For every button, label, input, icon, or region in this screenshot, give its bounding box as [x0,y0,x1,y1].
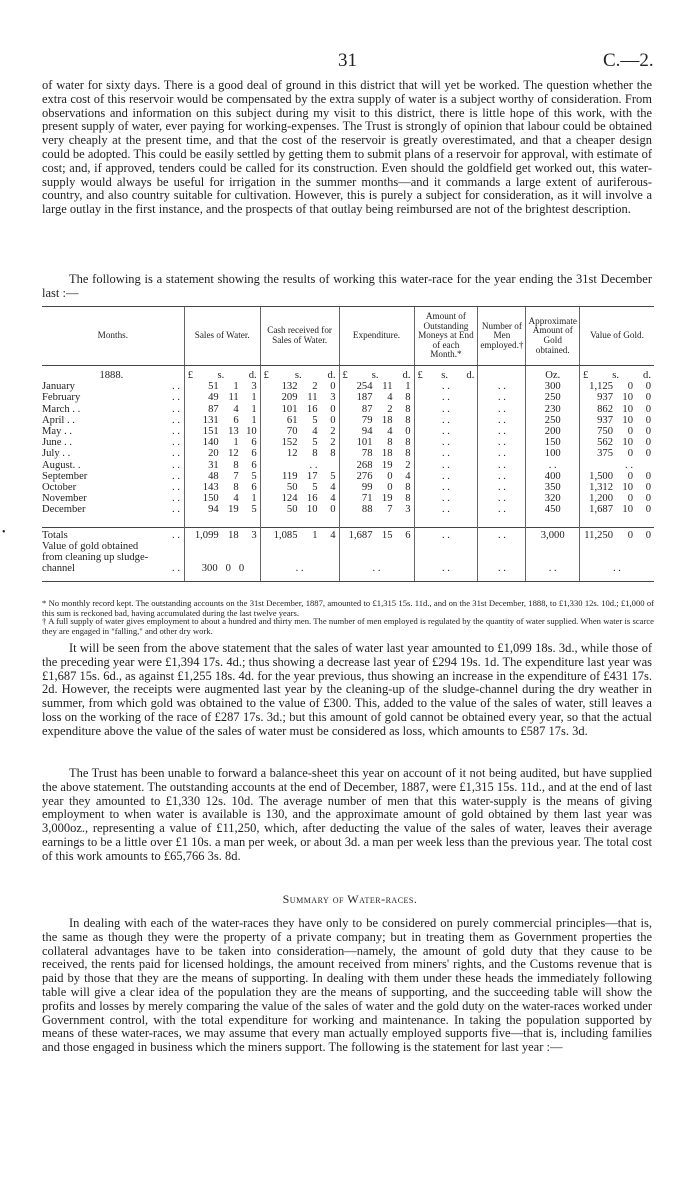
outstanding-value: . . [441,381,450,393]
amount-shillings: 6 [233,414,239,426]
amount-shillings: 5 [312,437,318,449]
leader-dots: . . [172,381,180,393]
amount-pence: 6 [251,448,257,460]
amount-pounds: 71 [361,493,373,505]
header-sales: Sales of Water. [184,307,260,366]
table-row [42,437,654,448]
table-header-row [42,307,654,366]
footnote-outstanding: * No monthly record kept. The outstanding accounts on the 31st December, 1887, amounted to £1,315 15s. 11d., and on the 31st December, 1888, to £1,330 12s. 10d.; £1,000 of this sum is reckoned bad, having accumulated during the last twelve years. [42,598,654,618]
paragraph-sales-analysis: It will be seen from the above statement that the sales of water last year amounted to £1,099 18s. 3d., while those of the preceding year were £1,394 17s. 4d.; thus showing a decrease last year of £294 19s. 1d. The expenditure last year was £1,687 15s. 6d., as against £1,255 18s. 4d. for the year previous, thus showing an increase in the expenditure of £431 17s. 2d. However, the receipts were augmented last year by the cleaning-up of the sludge-channel during the dry weather in summer, from which gold was obtained to the value of £300. This, added to the value of the sales of water, still leaves a loss on the working of the race of £287 17s. 3d.; but this amount of gold cannot be obtained every year, so that the actual expenditure above the value of the sales of water must be considered as loss, which amounts to £587 17s. 3d. [42,641,652,738]
amount-shillings: 7 [233,470,239,482]
margin-mark: • [2,527,6,538]
amount-pounds: 132 [281,381,298,393]
amount-pounds: 70 [286,425,298,437]
amount-shillings: 0 [627,425,633,437]
amount-pence: 8 [405,448,411,460]
amount-shillings: 10 [622,437,633,449]
unit-pence: d. [248,369,257,381]
amount-pounds: 1,200 [589,493,613,505]
amount-pence: 0 [645,437,651,449]
amount-shillings: 5 [312,482,318,493]
amount-pounds: 209 [281,392,298,404]
men-value: . . [497,470,506,482]
amount-shillings: 11 [382,381,393,393]
amount-shillings: 1 [312,529,318,541]
amount-pence: 8 [405,414,411,426]
amount-pence: 0 [645,414,651,426]
gold-amount-value: . . [548,459,557,471]
amount-shillings: . . [625,459,633,471]
amount-pounds: 79 [361,414,373,426]
amount-pence: 0 [645,403,651,415]
outstanding-value: . . [441,392,450,404]
men-value: . . [497,459,506,471]
paragraph-reservoir: of water for sixty days. There is a good deal of ground in this district that will yet be worked. The question whether the extra cost of this reservoir would be compensated by the extra supply of water is a subject worthy of consideration. From observations and information on this subject during my visit to this district, there is little hope of this work, with the present supply of water, ever paying for working-expenses. The Trust is strongly of opinion that labour could be obtained very cheaply at the present time, and that the cost of the reservoir is greatly overestimated, and that a cheaper design could be adopted. This could be easily settled by getting them to submit plans of a reservoir for approval, with estimate of cost; and, if approved, tenders could be called for its construction. Even should the goldfield get worked out, this water-supply would always be useful for irrigation in the summer months—and it commands a large extent of auriferous-country, and also country suitable for cultivation. However, this is purely a subject for consideration, as it will involve a large outlay in the first instance, and the prospects of that outlay being reimbursed are not of the brightest description. [42,78,652,217]
amount-shillings: 0 [387,470,393,482]
gold-amount-value: 450 [544,504,561,516]
amount-shillings: 0 [627,493,633,505]
amount-pounds: 87 [361,403,373,415]
table-row [42,392,654,403]
amount-pence: 0 [645,470,651,482]
amount-pence: 0 [405,425,411,437]
sludge-line-3: channel [42,563,75,575]
month-label: February [42,392,81,404]
amount-shillings: . . [309,459,318,471]
outstanding-value: . . [441,448,450,460]
amount-shillings: 13 [228,425,239,437]
amount-pounds: 268 [356,459,373,471]
gold-amount-value: 150 [544,437,561,449]
amount-pence: 3 [330,392,336,404]
amount-shillings: 0 [627,381,633,393]
amount-pounds: 78 [361,448,373,460]
amount-pence: 4 [405,470,411,482]
amount-shillings: 2 [312,381,318,393]
amount-pounds: 150 [202,493,219,505]
amount-pounds: 750 [597,425,613,437]
leader-dots: . . [172,470,180,482]
amount-pounds: 94 [361,425,373,437]
amount-pence: 4 [330,529,336,541]
amount-pounds: 1,125 [589,381,613,393]
footnote-men: † A full supply of water gives employment to about a hundred and thirty men. The number of men employed is regulated by the quantity of water supplied. When water is scarce they are engaged in "falling," and other dry work. [42,616,654,636]
leader-dots: . . [172,392,180,404]
amount-shillings: 8 [233,459,239,471]
amount-pence: 0 [645,482,651,493]
amount-pounds: 152 [281,437,298,449]
table-row [42,460,654,471]
sludge-row [42,563,654,581]
page-number: 31 [338,50,357,71]
outstanding-value: . . [441,529,450,541]
amount-shillings: 4 [312,425,318,437]
amount-pence: 2 [405,459,411,471]
paragraph-summary: In dealing with each of the water-races they have only to be considered on purely commercial principles—that is, the same as though they were the property of a private company; but in treating them as Government properties the collateral advantages have to be taken into consideration—namely, the amount of gold duty that they cause to be received, the rents paid for licensed holdings, the amount received from miners' rights, and the Customs revenue that is paid by those that they are the means of supporting. In dealing with them under these heads the immediately following table will give a clear idea of the population they are the means of supporting, and the succeeding table will show the profits and losses by merely comparing the value of the sales of water and the gold duty on the water-races worked under Government control, with the total expenditure for working and maintenance. In taking the population supported by means of these water-races, we may assume that every man actually employed supports five—that is, including families and those engaged in business which the miners support. The following is the statement for last year :— [42,916,652,1055]
leader-dots: . . [172,448,180,460]
leader-dots: . . [172,529,180,541]
month-label: July . . [42,448,71,460]
amount-shillings: 1 [233,437,239,449]
amount-pence: 8 [405,403,411,415]
leader-dots: . . [172,482,180,493]
month-label: December [42,504,86,516]
amount-shillings: 4 [387,392,393,404]
amount-pence: 1 [251,414,257,426]
men-value: . . [497,482,506,493]
sludge-row [42,541,654,552]
men-value: . . [497,414,506,426]
amount-pence: 8 [405,493,411,505]
outstanding-value: . . [441,425,450,437]
sludge-pounds: 300 [201,563,218,575]
amount-pounds: 61 [286,414,298,426]
unit-pound: £ [417,369,423,381]
amount-pounds: 254 [356,381,373,393]
amount-shillings: 15 [381,529,393,541]
amount-shillings: 16 [306,493,318,505]
document-code: C.—2. [603,50,654,71]
outstanding-value: . . [441,470,450,482]
amount-shillings: 8 [312,448,318,460]
gold-amount-value: 100 [544,448,561,460]
unit-pound: £ [187,369,194,381]
water-race-results-table [42,306,654,582]
amount-pounds: 862 [597,403,613,415]
month-label: August. . [42,459,81,471]
amount-pounds: 937 [597,414,613,426]
amount-shillings: 4 [387,425,393,437]
unit-shilling: s. [371,369,379,381]
amount-pounds: 375 [597,448,613,460]
table-row [42,426,654,437]
unit-pence: d. [643,369,651,381]
men-value: . . [497,392,506,404]
amount-pence: 0 [645,504,651,516]
month-label: May . . [42,425,73,437]
amount-shillings: 10 [622,504,633,516]
amount-shillings: 0 [387,482,393,493]
table-row [42,493,654,504]
men-value: . . [497,448,506,460]
empty-dots: . . [372,563,381,575]
amount-pounds: 101 [281,403,298,415]
amount-pounds: 1,687 [589,504,613,516]
amount-pence: 5 [251,470,257,482]
amount-pence [318,460,336,471]
amount-pounds: 140 [202,437,219,449]
month-label: April . . [42,414,75,426]
year-label: 1888. [99,369,124,381]
amount-shillings: 16 [306,403,318,415]
amount-shillings: 8 [387,437,393,449]
amount-shillings: 11 [307,392,318,404]
month-label: Totals [42,529,68,541]
amount-pounds: 1,099 [194,529,219,541]
amount-pence: 6 [251,459,257,471]
amount-shillings: 0 [627,529,633,541]
amount-pounds: 99 [361,482,373,493]
amount-pounds [583,460,613,471]
unit-pound: £ [263,369,269,381]
amount-pounds: 87 [208,403,219,415]
empty-dots: . . [497,563,506,575]
paragraph-balance-sheet: The Trust has been unable to forward a balance-sheet this year on account of it not being audited, but have supplied the above statement. The outstanding accounts at the end of December, 1887, were £1,315 15s. 11d., and at the end of last year they amounted to £1,330 12s. 10d. The average number of men that this water-supply is the means of giving employment to when water is available is 130, and the approximate amount of gold obtained by them last year was 3,000oz., representing a value of £11,250, which, after deducting the value of the sales of water, leaves their average earnings to be a little over £1 10s. a man per week, or about 3d. a man per week less than the previous year. The total cost of this work amounts to £65,766 3s. 8d. [42,766,652,863]
amount-pounds [268,460,298,471]
amount-shillings: 10 [306,504,318,516]
header-months: Months. [42,307,184,366]
amount-pounds: 124 [281,493,298,505]
month-label: October [42,482,77,493]
amount-shillings: 19 [228,504,239,516]
amount-pence: 0 [330,414,336,426]
sludge-row [42,552,654,563]
gold-amount-value: 320 [544,493,561,505]
amount-pence: 5 [330,470,336,482]
amount-pounds: 50 [286,504,298,516]
amount-pence: 1 [251,493,257,505]
header-outstanding: Amount of Outstanding Moneys at End of each Month.* [414,307,478,366]
amount-pence: 6 [251,437,257,449]
amount-pounds: 276 [356,470,373,482]
men-value: . . [497,529,506,541]
amount-pence: 3 [405,504,411,516]
men-value: . . [497,504,506,516]
amount-shillings: 19 [381,493,393,505]
unit-shilling: s. [612,369,620,381]
amount-pounds: 131 [202,414,219,426]
amount-pounds: 49 [208,392,219,404]
header-gold-amount: Approximate Amount of Gold obtained. [526,307,579,366]
amount-pounds: 1,312 [589,482,613,493]
unit-shilling: s. [294,369,302,381]
unit-pound: £ [582,369,589,381]
amount-pounds: 119 [282,470,298,482]
men-value: . . [497,493,506,505]
amount-pence: 1 [251,403,257,415]
amount-shillings: 10 [622,403,633,415]
men-value: . . [497,437,506,449]
month-label: September [42,470,88,482]
amount-pence: 1 [405,381,411,393]
outstanding-value: . . [441,482,450,493]
amount-shillings: 18 [381,448,393,460]
amount-shillings: 5 [312,414,318,426]
amount-pence: 0 [645,392,651,404]
amount-pence: 3 [251,529,257,541]
unit-pence: d. [466,369,475,381]
units-row [42,365,654,381]
amount-pence: 0 [645,448,651,460]
amount-pence: 6 [405,529,411,541]
amount-shillings: 4 [233,493,239,505]
sludge-line-2: from cleaning up sludge- [42,552,149,564]
amount-pence: 10 [246,425,257,437]
gold-amount-value: 400 [544,470,561,482]
amount-shillings: 18 [228,529,239,541]
section-heading: Summary of Water-races. [282,892,418,906]
amount-shillings: 2 [387,403,393,415]
month-label: June . . [42,437,73,449]
amount-shillings: 10 [622,392,633,404]
amount-shillings: 4 [233,403,239,415]
gold-amount-value: 300 [544,381,561,393]
amount-pounds: 101 [356,437,373,449]
gold-amount-value: 200 [544,425,561,437]
amount-pence: 8 [405,437,411,449]
amount-pounds: 562 [597,437,613,449]
amount-pounds: 50 [286,482,298,493]
month-label: January [42,381,75,393]
amount-pence: 0 [645,493,651,505]
unit-pence: d. [327,369,336,381]
leader-dots: . . [172,563,180,575]
amount-pence: 6 [251,482,257,493]
amount-pounds: 187 [356,392,373,404]
table-row [42,415,654,426]
table-row [42,404,654,415]
unit-pound: £ [342,369,348,381]
amount-pence: 0 [330,381,336,393]
table-row [42,482,654,493]
amount-pence: 8 [330,448,336,460]
amount-shillings: 8 [233,482,239,493]
paragraph-statement-intro: The following is a statement showing the results of working this water-race for the year ending the 31st December last :— [42,272,652,300]
amount-shillings: 0 [627,470,633,482]
leader-dots: . . [172,403,180,415]
amount-shillings: 12 [228,448,239,460]
gold-amount-value: 230 [544,403,561,415]
amount-shillings: 7 [387,504,393,516]
men-value: . . [497,403,506,415]
amount-pence: 5 [251,504,257,516]
gold-amount-value: 250 [544,392,561,404]
amount-pounds: 31 [208,459,219,471]
amount-pence: 4 [330,493,336,505]
outstanding-value: . . [441,493,450,505]
amount-pence: 0 [330,504,336,516]
amount-pence: 0 [645,529,651,541]
gold-amount-value: 3,000 [540,529,565,541]
amount-pounds: 1,500 [589,470,613,482]
sludge-line-1: Value of gold obtained [42,541,139,552]
header-men: Number of Men employed.† [478,307,526,366]
amount-shillings: 19 [381,459,393,471]
month-label: March . . [42,403,81,415]
leader-dots: . . [172,437,180,449]
amount-shillings: 17 [306,470,318,482]
month-label: November [42,493,87,505]
table-row [42,527,654,541]
amount-shillings: 18 [381,414,393,426]
leader-dots: . . [172,504,180,516]
unit-shilling: s. [217,369,225,381]
amount-pence: 8 [405,392,411,404]
unit-oz: Oz. [545,369,561,381]
unit-pence: d. [402,369,411,381]
amount-shillings: 10 [622,482,633,493]
amount-pounds: 11,250 [584,529,613,541]
outstanding-value: . . [441,459,450,471]
leader-dots: . . [172,425,180,437]
amount-pence: 0 [330,403,336,415]
amount-pounds: 48 [208,470,219,482]
amount-pounds: 1,687 [348,529,373,541]
sludge-shillings: 0 [225,563,231,575]
header-expenditure: Expenditure. [339,307,414,366]
amount-pence: 1 [251,392,257,404]
header-cash: Cash received for Sales of Water. [260,307,339,366]
amount-pounds: 143 [202,482,219,493]
amount-shillings: 10 [622,414,633,426]
amount-pence: 4 [330,482,336,493]
gold-amount-value: 350 [544,482,561,493]
sludge-pence: 0 [238,563,245,575]
amount-pence [633,460,651,471]
empty-dots: . . [441,563,450,575]
amount-pounds: 937 [597,392,613,404]
amount-pounds: 88 [361,504,373,516]
leader-dots: . . [172,414,180,426]
amount-pounds: 20 [208,448,219,460]
men-value: . . [497,425,506,437]
leader-dots: . . [172,493,180,505]
men-value: . . [497,381,506,393]
amount-pence: 0 [645,381,651,393]
header-gold-value: Value of Gold. [579,307,654,366]
amount-pounds: 94 [208,504,219,516]
table-row [42,381,654,392]
table-row [42,504,654,515]
amount-pence: 8 [405,482,411,493]
empty-dots: . . [613,563,621,575]
outstanding-value: . . [441,414,450,426]
amount-pence: 0 [645,425,651,437]
outstanding-value: . . [441,403,450,415]
amount-shillings: 1 [233,381,239,393]
leader-dots: . . [172,459,180,471]
gold-amount-value: 250 [544,414,561,426]
table-row [42,448,654,459]
amount-pence: 2 [330,425,336,437]
table-row [42,471,654,482]
amount-pence: 2 [330,437,336,449]
amount-pounds: 12 [286,448,298,460]
amount-shillings: 0 [627,448,633,460]
outstanding-value: . . [441,504,450,516]
empty-dots: . . [295,563,304,575]
amount-shillings: 11 [228,392,239,404]
unit-shilling: s. [441,369,448,381]
amount-pounds: 151 [202,425,219,437]
amount-pence: 3 [251,381,257,393]
outstanding-value: . . [441,437,450,449]
empty-dots: . . [548,563,557,575]
amount-pounds: 51 [208,381,219,393]
amount-pounds: 1,085 [273,529,298,541]
